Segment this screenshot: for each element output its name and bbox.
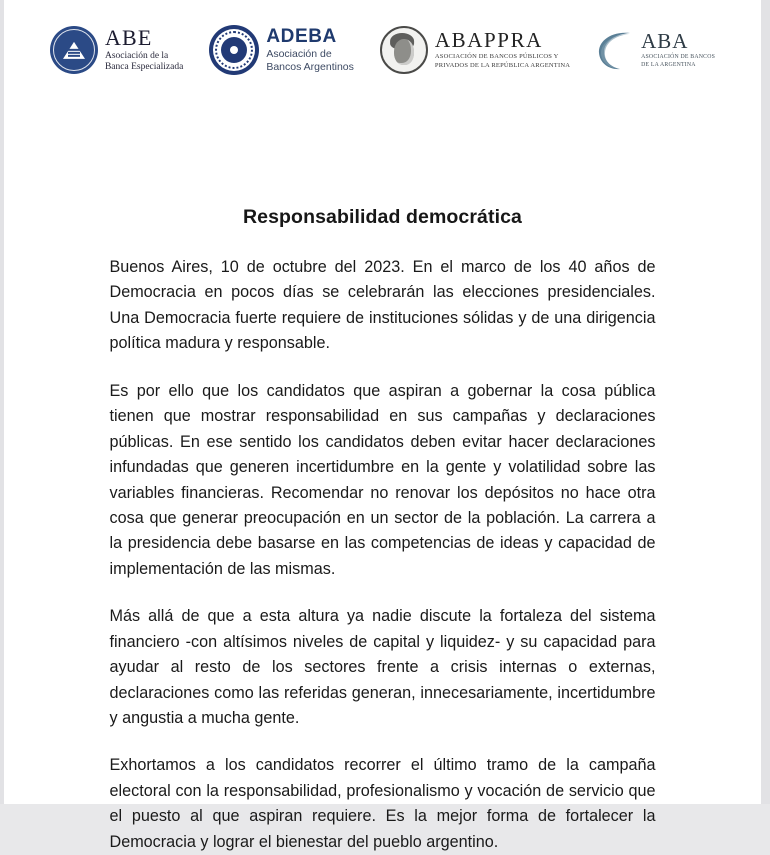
adeba-subtitle (266, 48, 354, 74)
page-content (4, 0, 761, 851)
abappra-subtitle-line2: PRIVADOS DE LA REPÚBLICA ARGENTINA (434, 61, 571, 69)
abappra-classical-figure-icon (380, 26, 428, 74)
abappra-wordmark (435, 30, 570, 69)
abappra-subtitle-line1: ASOCIACIÓN DE BANCOS PÚBLICOS Y (434, 53, 559, 61)
abe-name: ABE (104, 24, 153, 50)
abe-subtitle-line2: Banca Especializada (104, 62, 184, 72)
logo-abappra (380, 26, 570, 74)
adeba-subtitle-line2: Bancos Argentinos (266, 60, 354, 73)
logo-adeba (209, 25, 354, 75)
adeba-concentric-seal-icon (209, 25, 259, 75)
paragraph-4: Exhortamos a los candidatos recorrer el último tramo de la campaña electoral con la responsabilidad, profesionalismo y vocación de servicio que el puesto al que aspiran requiere. Es la mejor forma de fortalecer la Democracia y lograr el bienestar del pueblo argentino. (109, 756, 656, 851)
logo-header (4, 0, 761, 72)
paragraph-2: Es por ello que los candidatos que aspiran a gobernar la cosa pública tienen que mostrar responsabilidad en sus campañas y declaraciones públicas. En ese sentido los candidatos deben evitar hacer declaraciones infundadas que generen incertidumbre en la gente y volatilidad sobre las variables financieras. Recomendar no renovar los depósitos no hace otra cosa que generar preocupación en un sector de la población. La carrera a la presidencia debe basarse en las competencias de ideas y capacidad de implementación de las mismas. (109, 381, 656, 578)
logo-abe (50, 26, 183, 74)
aba-subtitle-line1: ASOCIACIÓN DE BANCOS (641, 53, 716, 60)
paragraph-3: Más allá de que a esta altura ya nadie discute la fortaleza del sistema financiero -con altísimos niveles de capital y liquidez- y su capacidad para ayudar al resto de los sectores frente a crisis internas o externas, declaraciones como las referidas generan, innecesariamente, incertidumbre y angustia a mucha gente. (109, 607, 656, 727)
adeba-wordmark (266, 27, 354, 74)
abe-pyramid-shape-icon (63, 42, 85, 59)
adeba-subtitle-line1: Asociación de (266, 47, 332, 60)
aba-subtitle (641, 54, 715, 69)
abappra-figure-head-icon (394, 39, 414, 65)
aba-wordmark (641, 28, 716, 69)
abe-pyramid-seal-icon (50, 26, 98, 74)
logo-aba (596, 28, 715, 72)
abe-subtitle (105, 51, 183, 73)
aba-subtitle-line2: DE LA ARGENTINA (641, 61, 696, 68)
abe-subtitle-line1: Asociación de la (104, 50, 169, 61)
document-body (110, 229, 656, 855)
aba-crescent-ring-icon (596, 28, 640, 72)
abappra-name: ABAPPRA (434, 28, 543, 53)
aba-name: ABA (641, 28, 689, 53)
abappra-subtitle (435, 53, 570, 69)
document-title: Responsabilidad democrática (242, 206, 523, 228)
adeba-name: ADEBA (266, 25, 337, 47)
paragraph-1: Buenos Aires, 10 de octubre del 2023. En el marco de los 40 años de Democracia en pocos días se celebrarán las elecciones presidenciales. Una Democracia fuerte requiere de instituciones sólidas y de una dirigencia política madura y responsable. (109, 258, 656, 353)
abe-wordmark (104, 24, 184, 73)
